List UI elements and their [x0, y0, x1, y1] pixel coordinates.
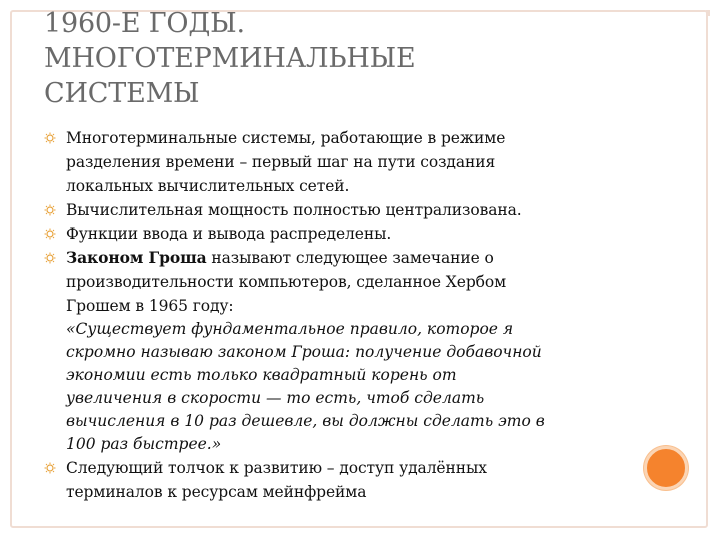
quote-line: экономии есть только квадратный корень от — [66, 366, 457, 384]
bullet-item — [44, 246, 624, 456]
sun-bullet-icon — [44, 252, 56, 264]
quote-line: 100 раз быстрее.» — [66, 435, 222, 453]
orange-circle-decoration — [644, 446, 688, 490]
bullet-text: разделения времени – первый шаг на пути создания — [66, 153, 496, 171]
bullet-text: Вычислительная мощность полностью централизована. — [66, 201, 522, 219]
sun-bullet-icon — [44, 462, 56, 474]
title-line: СИСТЕМЫ — [44, 78, 200, 109]
slide-title — [44, 6, 644, 111]
quote-line: вычисления в 10 раз дешевле, вы должны сделать это в — [66, 412, 545, 430]
sun-bullet-icon — [44, 228, 56, 240]
bullet-text: локальных вычислительных сетей. — [66, 177, 350, 195]
bullet-text — [66, 246, 624, 270]
quote — [66, 318, 624, 456]
bullet-text: Функции ввода и вывода распределены. — [66, 225, 392, 243]
bold-term: Законом Гроша — [66, 248, 207, 267]
bullet-text: Многотерминальные системы, работающие в режиме — [66, 129, 506, 147]
quote-line: «Существует фундаментальное правило, которое я — [66, 320, 514, 338]
sun-bullet-icon — [44, 204, 56, 216]
frame-corner — [706, 10, 710, 16]
bullet-text: терминалов к ресурсам мейнфрейма — [66, 483, 367, 501]
title-line: 1960-Е ГОДЫ. — [44, 8, 245, 39]
sun-bullet-icon — [44, 132, 56, 144]
quote-line: увеличения в скорости — то есть, чтоб сделать — [66, 389, 485, 407]
bullet-item — [44, 222, 624, 246]
bullet-item — [44, 456, 624, 504]
bullet-text-rest: называют следующее замечание о — [206, 249, 494, 267]
bullet-item — [44, 198, 624, 222]
bullet-list — [44, 126, 624, 504]
title-line: МНОГОТЕРМИНАЛЬНЫЕ — [44, 43, 416, 74]
bullet-text: Грошем в 1965 году: — [66, 297, 234, 315]
bullet-item — [44, 126, 624, 198]
bullet-text: Следующий толчок к развитию – доступ удалённых — [66, 459, 487, 477]
quote-line: скромно называю законом Гроша: получение добавочной — [66, 343, 542, 361]
bullet-text: производительности компьютеров, сделанное Хербом — [66, 273, 507, 291]
